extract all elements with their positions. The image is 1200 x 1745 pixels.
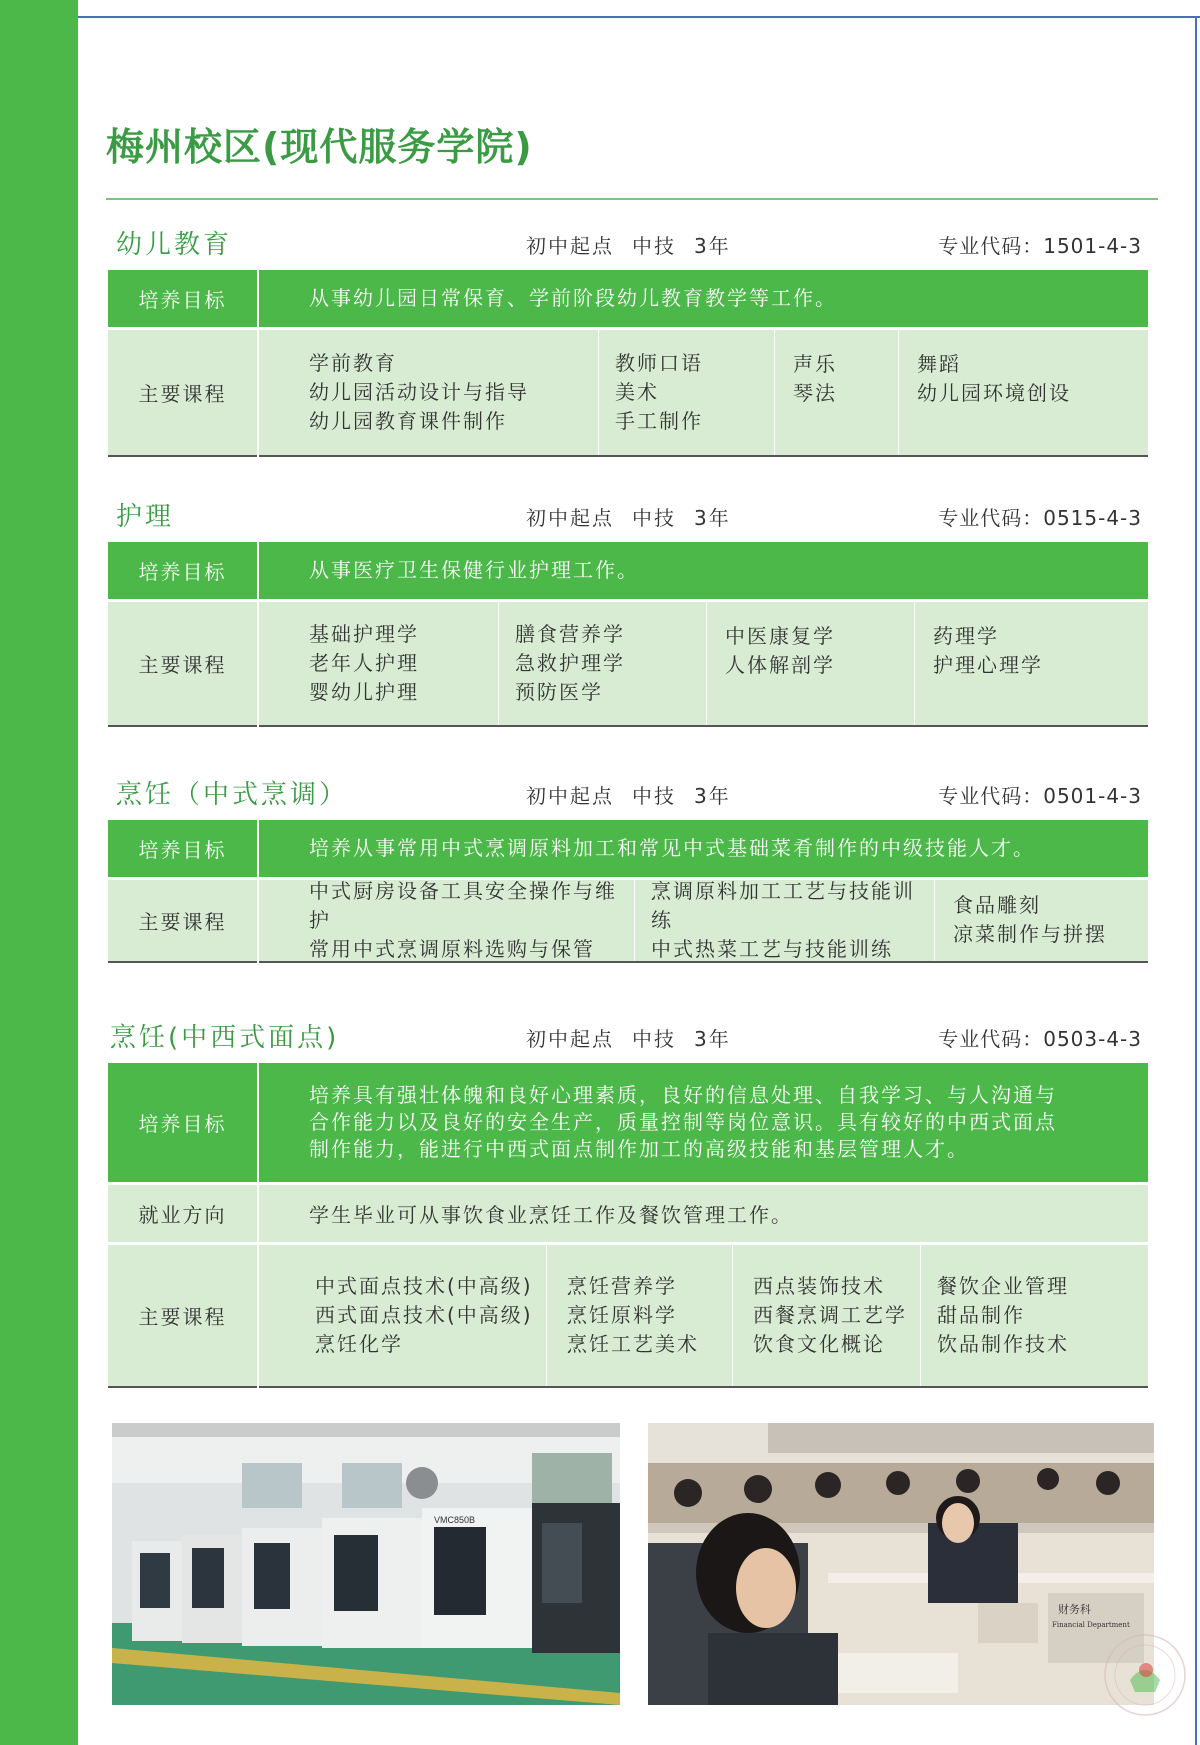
goal-row — [108, 270, 1148, 328]
goal-row — [108, 820, 1148, 878]
major-code — [938, 780, 1142, 809]
course-item: 琴法 — [793, 380, 837, 405]
major-name: 烹饪（中式烹调） — [116, 780, 349, 810]
major-meta — [526, 502, 749, 531]
major-section-early-education — [108, 210, 1148, 457]
goal-label: 培养目标 — [108, 1063, 258, 1183]
major-years: 3年 — [694, 1027, 731, 1051]
goal-text — [258, 1063, 1148, 1183]
course-column — [635, 880, 935, 961]
course-item: 手工制作 — [615, 408, 703, 433]
major-code-label: 专业代码： — [938, 234, 1044, 258]
major-name: 烹饪(中西式面点) — [110, 1023, 340, 1053]
course-item: 凉菜制作与拼摆 — [953, 922, 1107, 947]
course-item: 西点装饰技术 — [753, 1273, 885, 1298]
side-color-bar — [0, 0, 78, 1745]
major-header — [108, 1003, 1148, 1063]
course-item: 急救护理学 — [515, 650, 625, 675]
major-years: 3年 — [694, 234, 731, 258]
course-item: 饮食文化概论 — [753, 1331, 885, 1356]
course-column — [707, 602, 915, 725]
course-column — [599, 330, 775, 455]
major-code — [938, 230, 1142, 259]
course-item: 基础护理学 — [309, 621, 419, 646]
major-level: 中技 — [632, 784, 676, 808]
course-column — [935, 880, 1145, 961]
courses-cell — [258, 600, 1148, 726]
goal-label: 培养目标 — [108, 542, 258, 600]
major-code — [938, 1023, 1142, 1052]
course-item: 中式热菜工艺与技能训练 — [651, 936, 893, 961]
major-table — [108, 820, 1148, 963]
major-code-label: 专业代码： — [938, 1027, 1044, 1051]
goal-row — [108, 542, 1148, 600]
course-item: 护理心理学 — [933, 652, 1043, 677]
major-level: 中技 — [632, 1027, 676, 1051]
goal-line: 培养具有强壮体魄和良好心理素质，良好的信息处理、自我学习、与人沟通与 — [309, 1082, 1057, 1107]
goal-text: 从事幼儿园日常保育、学前阶段幼儿教育教学等工作。 — [258, 270, 1148, 328]
major-years: 3年 — [694, 506, 731, 530]
courses-label: 主要课程 — [108, 878, 258, 962]
major-code-value: 0515-4-3 — [1043, 506, 1142, 530]
machine-label: VMC850B — [434, 1515, 476, 1525]
sign-subtext: Financial Department — [1052, 1621, 1130, 1629]
course-item: 饮品制作技术 — [937, 1331, 1069, 1356]
course-column — [775, 330, 899, 455]
major-start: 初中起点 — [526, 784, 614, 808]
course-item: 膳食营养学 — [515, 621, 625, 646]
major-level: 中技 — [632, 506, 676, 530]
major-start: 初中起点 — [526, 234, 614, 258]
courses-row — [108, 878, 1148, 962]
major-name: 护理 — [116, 502, 175, 532]
course-item: 幼儿园教育课件制作 — [309, 408, 507, 433]
course-item: 西餐烹调工艺学 — [753, 1302, 907, 1327]
course-item: 中医康复学 — [725, 623, 835, 648]
jobs-label: 就业方向 — [108, 1183, 258, 1243]
top-border-line — [78, 16, 1200, 18]
course-item: 餐饮企业管理 — [937, 1273, 1069, 1298]
courses-row — [108, 328, 1148, 456]
major-code-value: 0501-4-3 — [1043, 784, 1142, 808]
course-item: 幼儿园环境创设 — [917, 380, 1071, 405]
course-item: 烹饪原料学 — [567, 1302, 677, 1327]
course-column — [259, 1245, 547, 1386]
major-table — [108, 270, 1148, 457]
course-item: 中式面点技术(中高级) — [315, 1273, 533, 1298]
course-item: 西式面点技术(中高级) — [315, 1302, 533, 1327]
course-column — [259, 602, 499, 725]
photo-cnc-workshop — [112, 1423, 620, 1705]
courses-cell — [258, 328, 1148, 456]
course-item: 预防医学 — [515, 679, 603, 704]
school-seal-watermark — [1100, 1630, 1190, 1720]
major-table — [108, 1063, 1148, 1388]
jobs-text: 学生毕业可从事饮食业烹饪工作及餐饮管理工作。 — [258, 1183, 1148, 1243]
major-header — [108, 482, 1148, 542]
major-header — [108, 760, 1148, 820]
course-item: 教师口语 — [615, 350, 703, 375]
courses-cell — [258, 878, 1148, 962]
course-column — [733, 1245, 921, 1386]
course-item: 老年人护理 — [309, 650, 419, 675]
major-meta — [526, 230, 749, 259]
major-section-pastry — [108, 1003, 1148, 1388]
page-title: 梅州校区(现代服务学院) — [106, 125, 533, 169]
course-item: 烹饪化学 — [315, 1331, 403, 1356]
course-column — [921, 1245, 1147, 1386]
jobs-row — [108, 1183, 1148, 1243]
major-meta — [526, 780, 749, 809]
course-item: 常用中式烹调原料选购与保管 — [309, 936, 595, 961]
courses-label: 主要课程 — [108, 1243, 258, 1387]
course-item: 幼儿园活动设计与指导 — [309, 379, 529, 404]
courses-label: 主要课程 — [108, 328, 258, 456]
courses-label: 主要课程 — [108, 600, 258, 726]
sign-text: 财务科 — [1058, 1603, 1091, 1616]
course-item: 烹饪营养学 — [567, 1273, 677, 1298]
major-code-label: 专业代码： — [938, 506, 1044, 530]
major-name: 幼儿教育 — [116, 230, 233, 260]
goal-text: 从事医疗卫生保健行业护理工作。 — [258, 542, 1148, 600]
course-item: 学前教育 — [309, 350, 397, 375]
course-item: 中式厨房设备工具安全操作与维护 — [309, 878, 617, 932]
courses-row — [108, 1243, 1148, 1387]
right-border-line — [1195, 16, 1197, 1745]
goal-text: 培养从事常用中式烹调原料加工和常见中式基础菜肴制作的中级技能人才。 — [258, 820, 1148, 878]
title-divider — [106, 198, 1158, 200]
course-column — [899, 330, 1145, 455]
major-section-chinese-cooking — [108, 760, 1148, 963]
major-section-nursing — [108, 482, 1148, 727]
course-column — [915, 602, 1145, 725]
course-column — [259, 330, 599, 455]
goal-label: 培养目标 — [108, 270, 258, 328]
major-start: 初中起点 — [526, 1027, 614, 1051]
major-code-label: 专业代码： — [938, 784, 1044, 808]
course-item: 声乐 — [793, 351, 837, 376]
course-item: 婴幼儿护理 — [309, 679, 419, 704]
course-item: 食品雕刻 — [953, 893, 1041, 918]
major-header — [108, 210, 1148, 270]
major-table — [108, 542, 1148, 727]
goal-label: 培养目标 — [108, 820, 258, 878]
major-code-value: 1501-4-3 — [1043, 234, 1142, 258]
course-item: 烹调原料加工工艺与技能训练 — [651, 878, 915, 932]
photo-finance-office — [648, 1423, 1154, 1705]
course-item: 烹饪工艺美术 — [567, 1331, 699, 1356]
course-item: 舞蹈 — [917, 351, 961, 376]
major-start: 初中起点 — [526, 506, 614, 530]
goal-line: 制作能力，能进行中西式面点制作加工的高级技能和基层管理人才。 — [309, 1136, 969, 1161]
course-item: 药理学 — [933, 623, 999, 648]
course-column — [547, 1245, 733, 1386]
course-column — [259, 880, 635, 961]
goal-line: 合作能力以及良好的安全生产，质量控制等岗位意识。具有较好的中西式面点 — [309, 1109, 1057, 1134]
course-item: 美术 — [615, 379, 659, 404]
major-meta — [526, 1023, 749, 1052]
major-level: 中技 — [632, 234, 676, 258]
goal-row — [108, 1063, 1148, 1183]
courses-cell — [258, 1243, 1148, 1387]
major-years: 3年 — [694, 784, 731, 808]
major-code-value: 0503-4-3 — [1043, 1027, 1142, 1051]
course-item: 人体解剖学 — [725, 652, 835, 677]
major-code — [938, 502, 1142, 531]
courses-row — [108, 600, 1148, 726]
course-item: 甜品制作 — [937, 1302, 1025, 1327]
course-column — [499, 602, 707, 725]
